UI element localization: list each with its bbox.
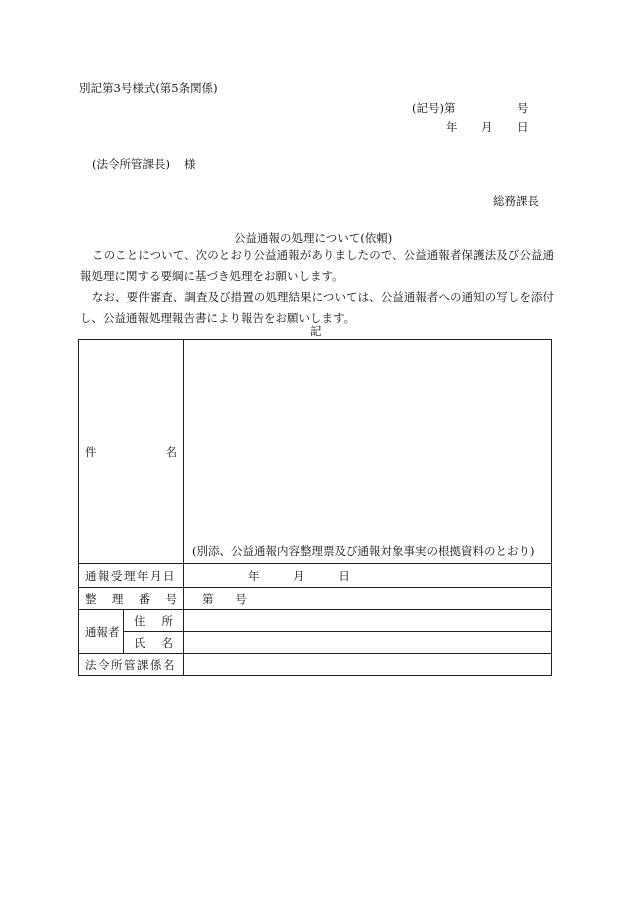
doc-number-prefix: (記号)第	[412, 101, 456, 115]
addressee-name: (法令所管課長)	[92, 157, 170, 171]
dept-row	[79, 654, 552, 676]
case-label-cell	[79, 340, 184, 564]
date-month: 月	[481, 120, 493, 134]
received-month: 月	[293, 568, 305, 583]
serial-row	[79, 588, 552, 610]
case-note: (別添、公益通報内容整理票及び通報対象事実の根拠資料のとおり)	[192, 544, 535, 558]
name-label-char: 名	[161, 635, 173, 650]
name-label-cell	[124, 632, 184, 654]
serial-label-char: 番	[138, 591, 151, 606]
sender: 総務課長	[493, 194, 539, 208]
serial-label	[85, 591, 177, 607]
received-day: 日	[338, 568, 350, 583]
paragraph-2: なお、要件審査、調査及び措置の処理結果については、公益通報者への通知の写しを添付し、公益通報処理報告書により報告をお願いします。	[80, 290, 554, 325]
case-label-right: 名	[165, 444, 177, 459]
dept-label-cell	[79, 654, 184, 676]
form-label: 別記第3号様式(第5条関係)	[79, 81, 218, 95]
date-day: 日	[517, 120, 529, 134]
address-label-char: 住	[134, 613, 146, 628]
case-value-cell	[184, 340, 552, 564]
received-row	[79, 564, 552, 588]
reporter-label: 通報者	[85, 624, 120, 639]
addressee-honorific: 様	[184, 157, 196, 171]
received-label-cell	[79, 564, 184, 588]
received-year: 年	[248, 568, 260, 583]
received-value-cell	[184, 564, 552, 588]
serial-label-char: 理	[111, 591, 124, 606]
serial-label-char: 整	[85, 591, 97, 606]
reporter-address-row	[79, 610, 552, 632]
paragraph-1: このことについて、次のとおり公益通報がありましたので、公益通報者保護法及び公益通報処理に関する要綱に基づき処理をお願いします。	[80, 248, 554, 283]
address-label-cell	[124, 610, 184, 632]
dept-label: 法令所管課係名	[85, 657, 176, 672]
serial-suffix: 号	[235, 591, 247, 606]
address-value-cell	[184, 610, 552, 632]
case-row	[79, 340, 552, 564]
reporter-label-cell	[79, 610, 124, 654]
request-table	[78, 339, 552, 676]
received-label: 通報受理年月日	[85, 568, 176, 583]
reporter-name-row	[79, 632, 552, 654]
name-label-char: 氏	[134, 635, 146, 650]
address-label-char: 所	[161, 613, 173, 628]
case-label-left: 件	[85, 444, 97, 459]
dept-value-cell	[184, 654, 552, 676]
serial-prefix: 第	[202, 591, 214, 606]
name-value-cell	[184, 632, 552, 654]
document-title: 公益通報の処理について(依頼)	[234, 231, 393, 245]
serial-label-char: 号	[165, 591, 177, 606]
serial-value-cell	[184, 588, 552, 610]
doc-number-suffix: 号	[517, 101, 529, 115]
date-year: 年	[446, 120, 458, 134]
serial-label-cell	[79, 588, 184, 610]
ki-label: 記	[310, 324, 322, 338]
